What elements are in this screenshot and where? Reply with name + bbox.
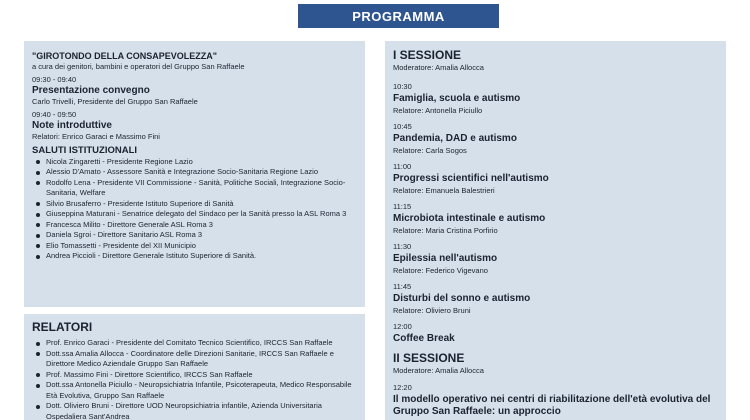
slot-speaker: Relatore: Oliviero Bruni <box>393 306 471 315</box>
slot-speaker: Relatore: Emanuela Balestrieri <box>393 186 495 195</box>
list-item: Dott. Oliviero Bruni - Direttore UOD Neuropsichiatria infantile, Azienda Universitaria Ospedaliera Sant'Andrea <box>32 401 357 420</box>
agenda-slot <box>393 202 718 237</box>
slot-title: Disturbi del sonno e autismo <box>393 293 531 304</box>
list-item: Alessio D'Amato - Assessore Sanità e Integrazione Socio-Sanitaria Regione Lazio <box>32 167 357 178</box>
relatori-heading: RELATORI <box>32 320 93 334</box>
programma-banner: PROGRAMMA <box>298 4 499 28</box>
list-item: Nicola Zingaretti - Presidente Regione Lazio <box>32 157 357 168</box>
list-item: Andrea Piccioli - Direttore Generale Istituto Superiore di Sanità. <box>32 251 357 262</box>
list-item: Rodolfo Lena - Presidente VII Commissione - Sanità, Politiche Sociali, Integrazione Socio-Sanitaria, Welfare <box>32 178 357 199</box>
slot-title: Il modello operativo nei centri di riabilitazione dell'età evolutiva del Gruppo San Raffaele: un approccio <box>393 394 711 417</box>
session-2-heading: II SESSIONE <box>393 351 465 365</box>
slot-title: Epilessia nell'autismo <box>393 253 498 264</box>
list-item: Francesca Milito - Direttore Generale ASL Roma 3 <box>32 220 357 231</box>
list-item: Prof. Massimo Fini - Direttore Scientifico, IRCCS San Raffaele <box>32 370 357 381</box>
agenda-slot <box>393 122 718 157</box>
list-item: Prof. Enrico Garaci - Presidente del Comitato Tecnico Scientifico, IRCCS San Raffaele <box>32 338 357 349</box>
list-item: Silvio Brusaferro - Presidente Istituto Superiore di Sanità <box>32 199 357 210</box>
slot-speaker: Relatore: Maria Cristina Porfirio <box>393 226 498 235</box>
slot-time: 09:30 - 09:40 <box>32 74 77 84</box>
agenda-slot <box>393 282 718 317</box>
list-item: Giuseppina Maturani - Senatrice delegato del Sindaco per la Sanità presso la ASL Roma 3 <box>32 209 357 220</box>
agenda-slot <box>393 162 718 197</box>
slot-time: 09:40 - 09:50 <box>32 109 77 119</box>
opening-and-greetings-panel <box>24 41 365 307</box>
slot-speaker: Relatore: Carla Sogos <box>393 146 467 155</box>
slot-time: 10:30 <box>393 81 412 91</box>
slot-time: 11:45 <box>393 281 412 291</box>
list-item: Elio Tomassetti - Presidente del XII Municipio <box>32 241 357 252</box>
saluti-list <box>32 157 357 262</box>
agenda-slot <box>393 82 718 117</box>
agenda-slot <box>393 242 718 277</box>
slot-title: Famiglia, scuola e autismo <box>393 93 521 104</box>
opening-subtitle: a cura dei genitori, bambini e operatori del Gruppo San Raffaele <box>32 62 245 71</box>
slot-title: Coffee Break <box>393 333 455 344</box>
slot-time: 12:20 <box>393 382 412 392</box>
sessions-panel <box>385 41 726 420</box>
slot-title: Progressi scientifici nell'autismo <box>393 173 549 184</box>
slot-title: Note introduttive <box>32 120 112 131</box>
relatori-panel <box>24 314 365 420</box>
list-item: Daniela Sgroi - Direttore Sanitario ASL Roma 3 <box>32 230 357 241</box>
slot-speaker: Carlo Trivelli, Presidente del Gruppo San Raffaele <box>32 97 198 106</box>
slot-title: Microbiota intestinale e autismo <box>393 213 546 224</box>
saluti-heading: SALUTI ISTITUZIONALI <box>32 144 138 156</box>
slot-time: 10:45 <box>393 121 412 131</box>
slot-title: Presentazione convegno <box>32 85 150 96</box>
agenda-slot <box>393 322 718 346</box>
slot-speaker: Relatore: Federico Vigevano <box>393 266 488 275</box>
opening-title: "GIROTONDO DELLA CONSAPEVOLEZZA" <box>32 51 218 61</box>
agenda-slot <box>393 383 718 419</box>
slot-time: 11:30 <box>393 241 412 251</box>
slot-time: 11:15 <box>393 201 412 211</box>
session-1-moderator: Moderatore: Amalia Allocca <box>393 63 484 72</box>
slot-title: Pandemia, DAD e autismo <box>393 133 517 144</box>
session-1-heading: I SESSIONE <box>393 48 462 62</box>
slot-speaker: Relatori: Enrico Garaci e Massimo Fini <box>32 132 160 141</box>
relatori-list <box>32 338 357 420</box>
list-item: Dott.ssa Amalia Allocca - Coordinatore delle Direzioni Sanitarie, IRCCS San Raffaele e Direttore Medico Aziendale Gruppo San Raffaele <box>32 349 357 370</box>
list-item: Dott.ssa Antonella Piciullo - Neuropsichiatria Infantile, Psicoterapeuta, Medico Responsabile Età Evolutiva, Gruppo San Raffaele <box>32 380 357 401</box>
slot-speaker: Relatore: Antonella Piciullo <box>393 106 483 115</box>
session-2-moderator: Moderatore: Amalia Allocca <box>393 366 484 375</box>
slot-time: 11:00 <box>393 161 412 171</box>
slot-time: 12:00 <box>393 321 412 331</box>
